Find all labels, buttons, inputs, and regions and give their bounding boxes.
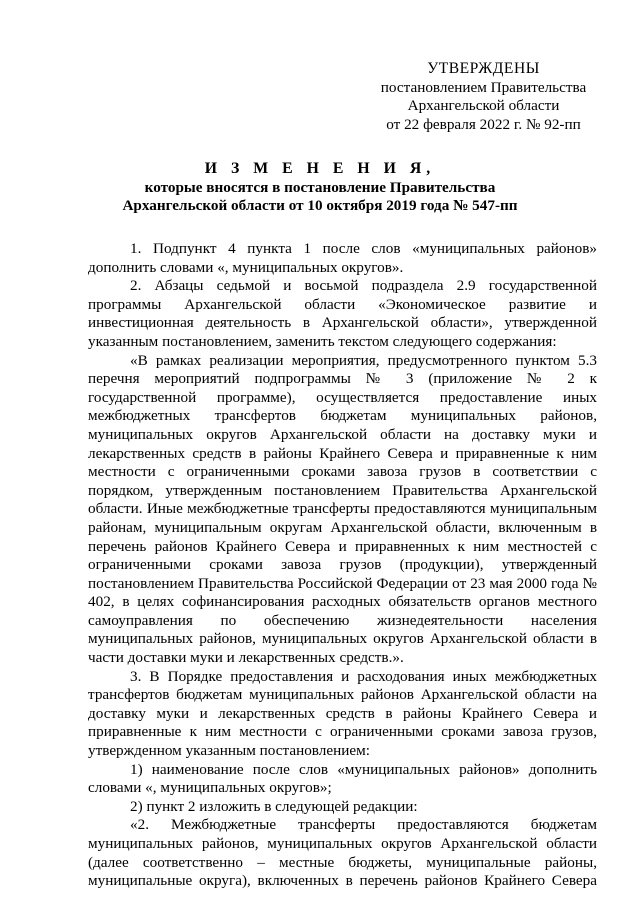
paragraph: 3. В Порядке предоставления и расходования иных межбюджетных трансфертов бюджетам муниципальных районов Архангельской области на доставку муки и лекарственных средств в районы Крайнего Севера и приравненные к ним местности с ограниченными сроками завоза грузов, утвержденном указанным постановлением: <box>88 667 597 760</box>
title-main: И З М Е Н Е Н И Я, <box>204 160 436 177</box>
paragraph: 2) пункт 2 изложить в следующей редакции: <box>130 797 418 815</box>
paragraph: 1) наименование после слов «муниципальных районов» дополнить словами «, муниципальных округов»; <box>88 760 597 797</box>
title-subtitle: которые вносятся в постановление Правительства <box>144 178 496 196</box>
approval-line: от 22 февраля 2022 г. № 92-пп <box>386 115 581 133</box>
paragraph: 1. Подпункт 4 пункта 1 после слов «муниципальных районов» дополнить словами «, муниципальных округов». <box>88 240 597 276</box>
paragraph: 2. Абзацы седьмой и восьмой подраздела 2.9 государственной программы Архангельской области «Экономическое развитие и инвестиционная деятельность в Архангельской области», утвержденной указанным постановлением, заменить текстом следующего содержания: <box>88 277 597 350</box>
approval-line: постановлением Правительства <box>380 78 587 96</box>
approval-line: Архангельской области <box>407 97 560 114</box>
document-title <box>80 160 560 216</box>
approval-block <box>376 60 591 134</box>
paragraph: «В рамках реализации мероприятия, предусмотренного пунктом 5.3 перечня мероприятий подпрограммы № 3 (приложение № 2 к государственной программе), осуществляется предоставление иных межбюджетных трансфертов бюджетам муниципальных районов, муниципальных округов Архангельской области на доставку муки и лекарственных средств в районы Крайнего Севера и приравненные к ним местности с ограниченными сроками завоза грузов в соответствии с порядком, утвержденным постановлением Правительства Архангельской области. Иные межбюджетные трансферты предоставляются муниципальным районам, муниципальным округам Архангельской области, включенным в перечень районов Крайнего Севера и приравненных к ним местностей с ограниченными сроками завоза грузов (продукции), утвержденный постановлением Правительства Российской Федерации от 23 мая 2000 года № 402, в целях софинансирования расходных обязательств органов местного самоуправления по обеспечению жизнедеятельности населения муниципальных районов, муниципальных округов Архангельской области в части доставки муки и лекарственных средств.». <box>88 351 597 667</box>
title-subtitle: Архангельской области от 10 октября 2019 года № 547-пп <box>122 197 518 214</box>
approval-title: УТВЕРЖДЕНЫ <box>427 60 540 77</box>
document-body <box>88 240 597 891</box>
paragraph: «2. Межбюджетные трансферты предоставляются бюджетам муниципальных районов, муниципальных округов Архангельской области (далее соответственно – местные бюджеты, муниципальные районы, муниципальные округа), включенных в перечень районов Крайнего Севера <box>88 816 597 890</box>
